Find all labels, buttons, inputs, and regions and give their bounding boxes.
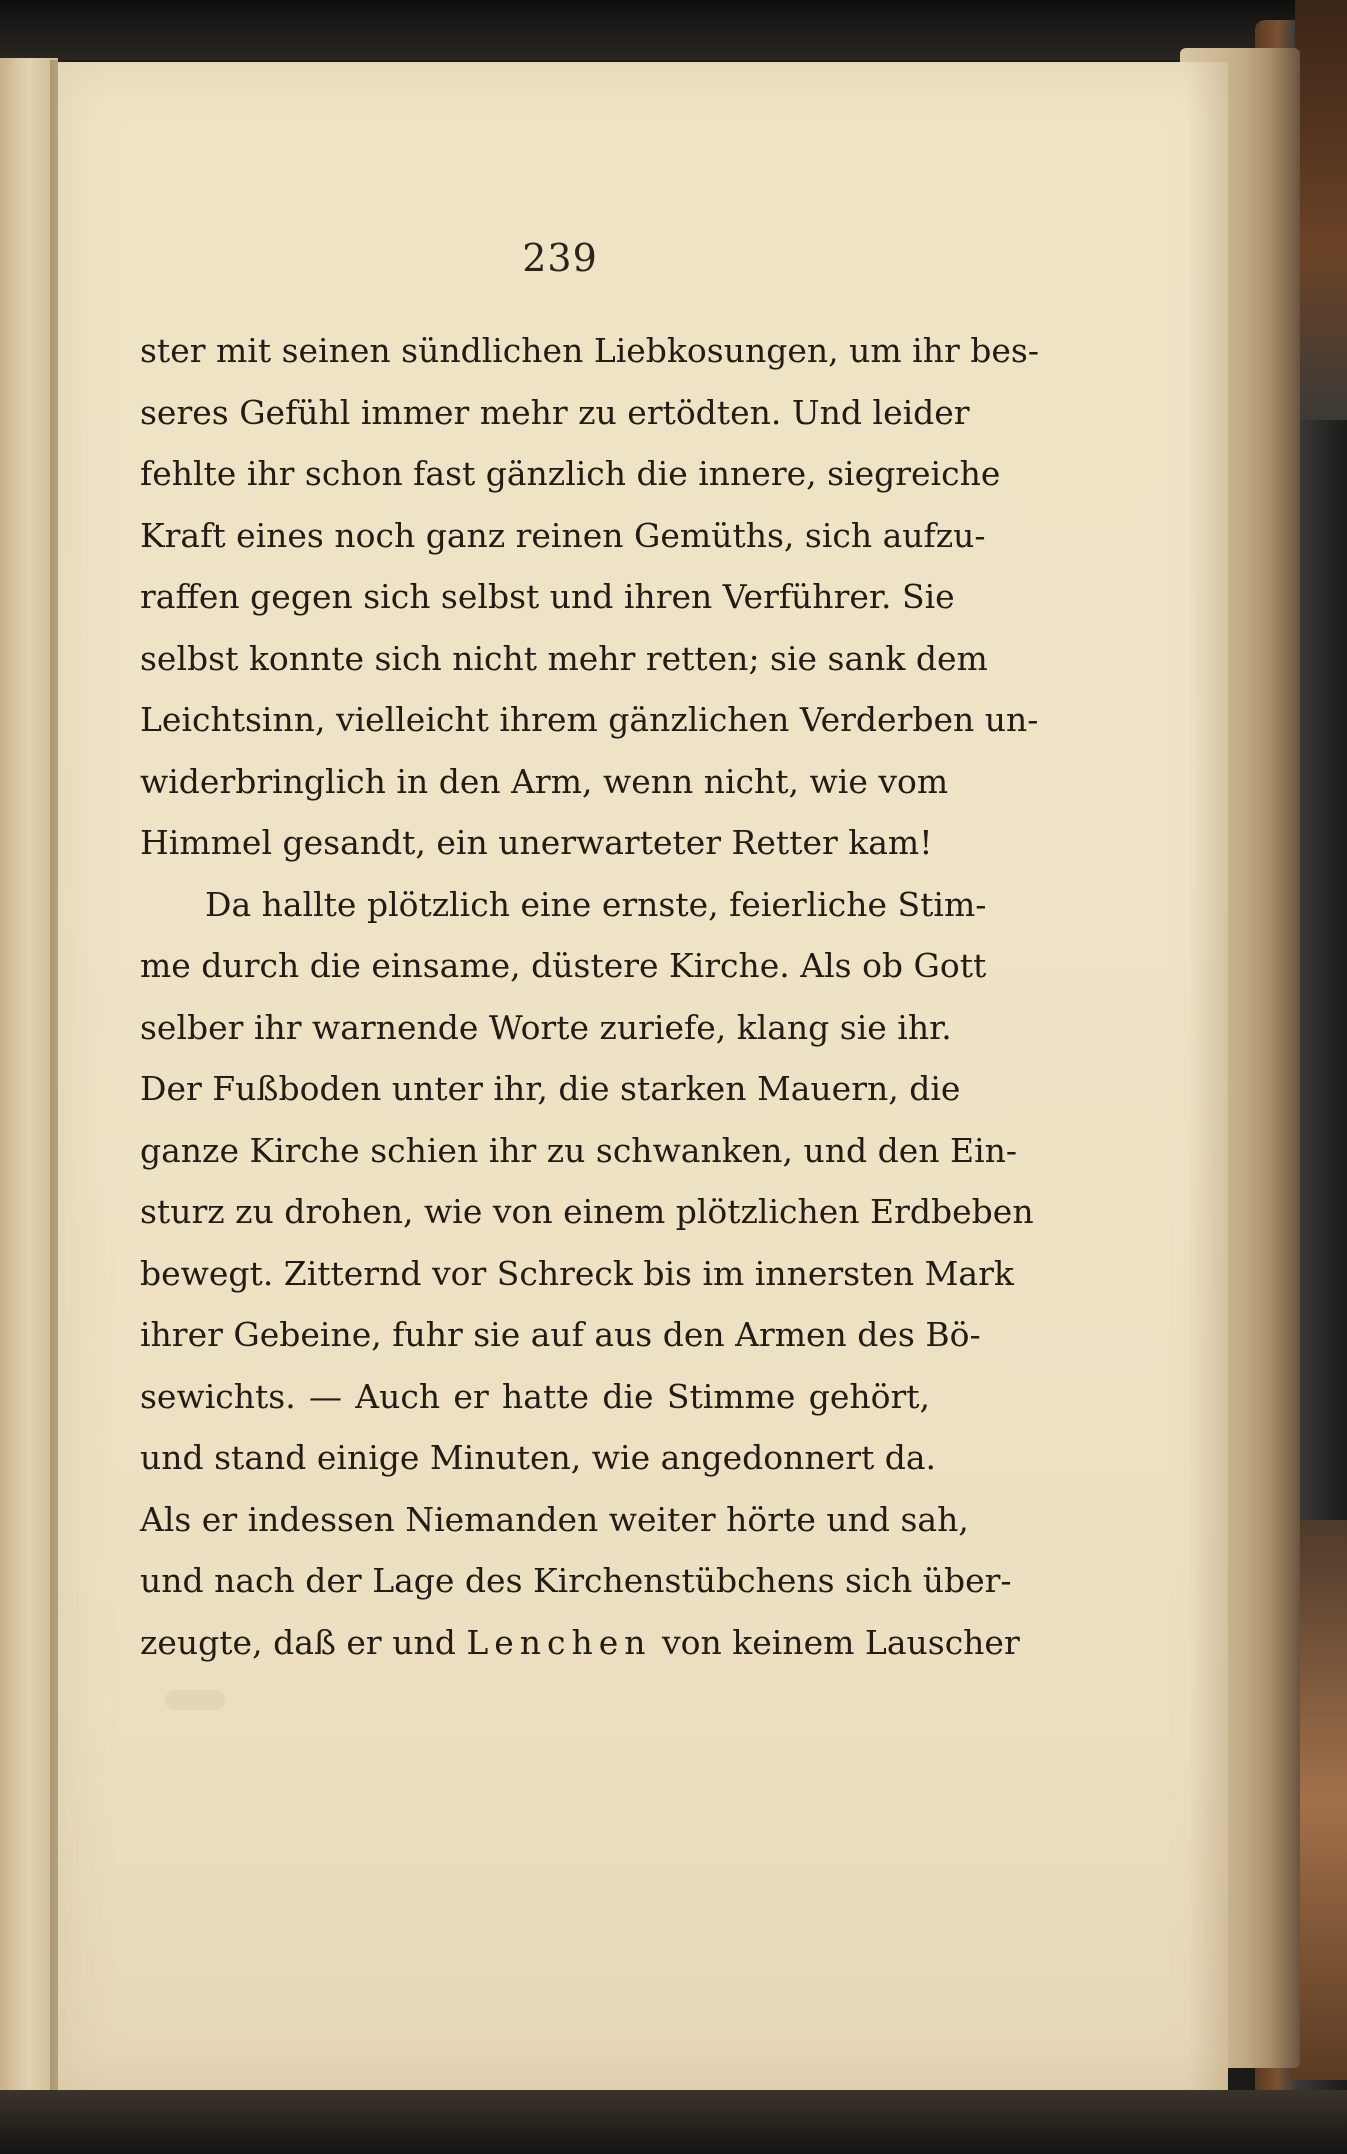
book-cover-top-corner [1295, 0, 1347, 420]
page-smudge [165, 1690, 225, 1710]
paragraph-end-line: Himmel gesandt, ein unerwarteter Retter kam! [140, 823, 933, 862]
text-line: Als er indessen Niemanden weiter hörte und sah, [140, 1499, 969, 1539]
text-line: und nach der Lage des Kirchenstübchens sich über- [140, 1561, 1012, 1600]
text-line: sturz zu drohen, wie von einem plötzlichen Erdbeben [140, 1192, 1034, 1231]
scan-bottom-edge [0, 2090, 1347, 2154]
text-line: selber ihr warnende Worte zuriefe, klang sie ihr. [140, 1007, 952, 1047]
text-line: fehlte ihr schon fast gänzlich die innere, siegreiche [140, 454, 1001, 493]
text-line: raffen gegen sich selbst und ihren Verführer. Sie [140, 577, 955, 616]
text-line: sewichts. — Auch er hatte die Stimme gehört, [140, 1376, 930, 1416]
text-line: bewegt. Zitternd vor Schreck bis im innersten Mark [140, 1253, 1014, 1293]
page-number: 239 [522, 236, 598, 280]
text-line: widerbringlich in den Arm, wenn nicht, wie vom [140, 761, 949, 801]
last-line-start: zeugte, daß er und [140, 1622, 467, 1662]
text-line: Kraft eines noch ganz reinen Gemüths, sich aufzu- [140, 515, 986, 555]
text-line: ihrer Gebeine, fuhr sie auf aus den Armen des Bö- [140, 1315, 981, 1354]
last-line-end: von keinem Lauscher [651, 1622, 1020, 1662]
scan-background [0, 0, 1347, 60]
text-line: Der Fußboden unter ihr, die starken Mauern, die [140, 1069, 961, 1108]
text-line: und stand einige Minuten, wie angedonnert da. [140, 1438, 937, 1477]
paragraph-start-line: Da hallte plötzlich eine ernste, feierliche Stim- [205, 884, 987, 924]
text-line-last [140, 1612, 1020, 1674]
text-line: ganze Kirche schien ihr zu schwanken, und den Ein- [140, 1130, 1018, 1170]
emphasized-name: Lenchen [466, 1622, 652, 1662]
text-line: Leichtsinn, vielleicht ihrem gänzlichen Verderben un- [140, 700, 1039, 739]
text-line: ster mit seinen sündlichen Liebkosungen, um ihr bes- [140, 331, 1039, 370]
text-line: seres Gefühl immer mehr zu ertödten. Und leider [140, 392, 970, 432]
text-line: selbst konnte sich nicht mehr retten; sie sank dem [140, 638, 988, 678]
page-body-text [140, 320, 1039, 1673]
text-line: me durch die einsame, düstere Kirche. Als ob Gott [140, 946, 987, 985]
